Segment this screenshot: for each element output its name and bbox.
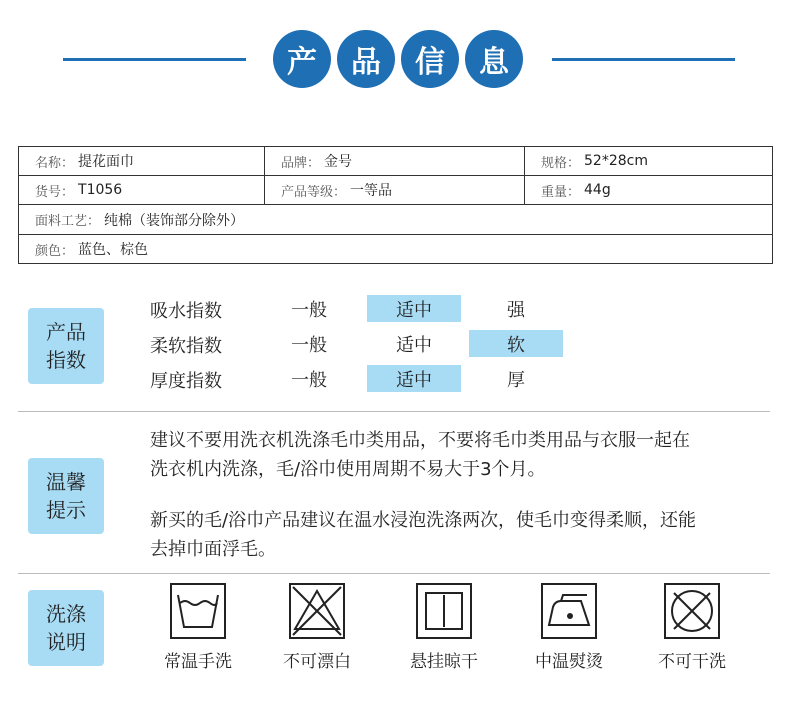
- table-cell: [524, 147, 772, 175]
- table-row: [19, 235, 772, 263]
- cell-value: 一等品: [350, 183, 393, 199]
- table-row: [19, 147, 772, 176]
- index-level-selected: 适中: [367, 365, 461, 392]
- index-level-selected: 适中: [367, 295, 461, 322]
- care-item: [143, 583, 253, 672]
- index-level-selected: 软: [469, 330, 563, 357]
- section-divider: [18, 573, 770, 574]
- index-level: 一般: [291, 299, 327, 321]
- header-right-line: [552, 58, 735, 61]
- tip-paragraph: [150, 426, 760, 484]
- section-label-line: 产品: [46, 320, 86, 344]
- section-label-line: 提示: [46, 498, 86, 522]
- tip-line: 新买的毛/浴巾产品建议在温水浸泡洗涤两次，使毛巾变得柔顺，还能: [150, 510, 697, 531]
- index-level: 适中: [396, 334, 432, 356]
- cell-label: 面料工艺：: [35, 214, 101, 229]
- cell-label: 颜色：: [35, 243, 75, 259]
- cell-label: 产品等级：: [281, 184, 347, 200]
- index-level: 厚: [507, 369, 525, 391]
- tip-line: 建议不要用洗衣机洗涤毛巾类用品，不要将毛巾类用品与衣服一起在: [150, 430, 690, 451]
- tip-line: 去掉巾面浮毛。: [150, 539, 276, 560]
- index-name: 吸水指数: [150, 301, 222, 322]
- tip-paragraph: [150, 506, 760, 564]
- header-left-line: [63, 58, 246, 61]
- index-name: 厚度指数: [150, 371, 222, 392]
- care-item: [262, 583, 372, 672]
- table-cell: [264, 147, 524, 175]
- index-name: 柔软指数: [150, 336, 222, 357]
- cell-value: 52*28cm: [584, 153, 648, 169]
- care-section-label: [28, 590, 104, 666]
- index-level: 一般: [291, 369, 327, 391]
- cell-label: 重量：: [541, 184, 581, 200]
- product-index-section-label: [28, 308, 104, 384]
- product-info-table: [18, 146, 773, 264]
- cell-label: 名称：: [35, 155, 75, 171]
- table-cell: [19, 205, 772, 234]
- no-dry-clean-icon: [664, 583, 720, 639]
- cell-value: T1056: [78, 182, 123, 198]
- cell-label: 货号：: [35, 184, 75, 200]
- care-item: [514, 583, 624, 672]
- hang-dry-icon: [416, 583, 472, 639]
- cell-value: 金号: [324, 154, 353, 170]
- tips-section-label: [28, 458, 104, 534]
- cell-value: 纯棉（装饰部分除外）: [104, 212, 245, 229]
- no-bleach-icon: [289, 583, 345, 639]
- section-label-line: 指数: [46, 348, 86, 372]
- table-row: [19, 205, 772, 235]
- section-label-line: 说明: [46, 630, 86, 654]
- section-label-line: 洗涤: [46, 602, 86, 626]
- section-label-line: 温馨: [46, 470, 86, 494]
- iron-medium-icon: [541, 583, 597, 639]
- care-item: [637, 583, 747, 672]
- cell-label: 规格：: [541, 155, 581, 171]
- cell-value: 提花面巾: [78, 154, 135, 170]
- care-item: [389, 583, 499, 672]
- cell-value: 蓝色、棕色: [78, 242, 149, 258]
- table-cell: [19, 176, 264, 204]
- index-level: 强: [507, 299, 525, 321]
- table-cell: [524, 176, 772, 204]
- care-label: 悬挂晾干: [410, 652, 478, 672]
- care-label: 中温熨烫: [535, 652, 603, 672]
- cell-value: 44g: [584, 182, 611, 198]
- care-label: 常温手洗: [164, 652, 232, 672]
- table-cell: [19, 147, 264, 175]
- tip-line: 洗衣机内洗涤，毛/浴巾使用周期不易大于3个月。: [150, 459, 546, 480]
- section-divider: [18, 411, 770, 412]
- header-title-char: 息: [465, 30, 523, 88]
- hand-wash-icon: [170, 583, 226, 639]
- index-level: 一般: [291, 334, 327, 356]
- table-cell: [19, 235, 772, 263]
- table-row: [19, 176, 772, 205]
- header-title-char: 信: [401, 30, 459, 88]
- header-title-char: 产: [273, 30, 331, 88]
- cell-label: 品牌：: [281, 155, 321, 171]
- care-label: 不可漂白: [283, 652, 351, 672]
- table-cell: [264, 176, 524, 204]
- care-label: 不可干洗: [658, 652, 726, 672]
- header-title-char: 品: [337, 30, 395, 88]
